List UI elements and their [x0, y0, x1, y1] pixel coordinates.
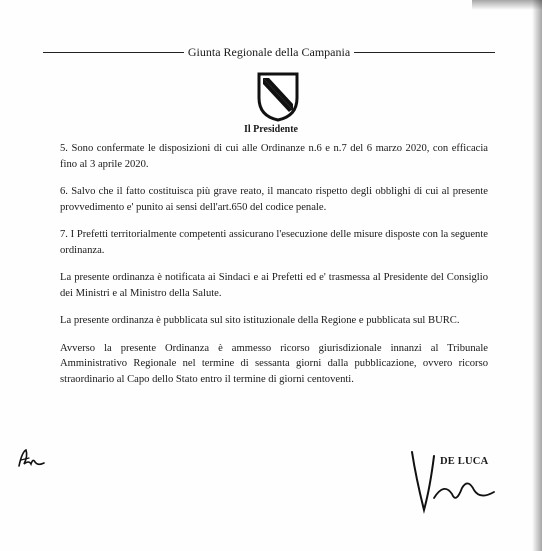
- page-edge-shadow: [532, 0, 542, 551]
- paragraph-7: 7. I Prefetti territorialmente competenti assicurano l'esecuzione delle misure disposte con la seguente ordinanza.: [60, 229, 488, 256]
- header-rule-right: [354, 52, 495, 53]
- paragraph-appeal: Avverso la presente Ordinanza è ammesso ricorso giurisdizionale innanzi al Tribunale Amministrativo Regionale nel termine di sessanta giorni dalla pubblicazione, ovvero ricorso straordinario al Capo dello Stato entro il termine di giorni centoventi.: [60, 342, 488, 385]
- president-label: Il Presidente: [244, 124, 298, 135]
- header-title: Giunta Regionale della Campania: [187, 44, 351, 59]
- header-rule-left: [43, 52, 184, 53]
- handwritten-initials: [16, 446, 46, 474]
- ordinance-body: [60, 141, 488, 399]
- paragraph-5: 5. Sono confermate le disposizioni di cui alle Ordinanze n.6 e n.7 del 6 marzo 2020, con efficacia fino al 3 aprile 2020.: [60, 143, 488, 170]
- region-emblem-icon: [256, 72, 300, 122]
- page-corner-shadow: [472, 0, 542, 10]
- document-header: [43, 44, 495, 60]
- signer-name: DE LUCA: [440, 456, 489, 467]
- handwritten-signature: [404, 448, 500, 520]
- paragraph-publication: La presente ordinanza è pubblicata sul sito istituzionale della Regione e pubblicata sul BURC.: [60, 315, 460, 326]
- paragraph-notification: La presente ordinanza è notificata ai Sindaci e ai Prefetti ed e' trasmessa al Presidente del Consiglio dei Ministri e al Ministro della Salute.: [60, 272, 488, 299]
- paragraph-6: 6. Salvo che il fatto costituisca più grave reato, il mancato rispetto degli obblighi di cui al presente provvedimento e' punito ai sensi dell'art.650 del codice penale.: [60, 186, 488, 213]
